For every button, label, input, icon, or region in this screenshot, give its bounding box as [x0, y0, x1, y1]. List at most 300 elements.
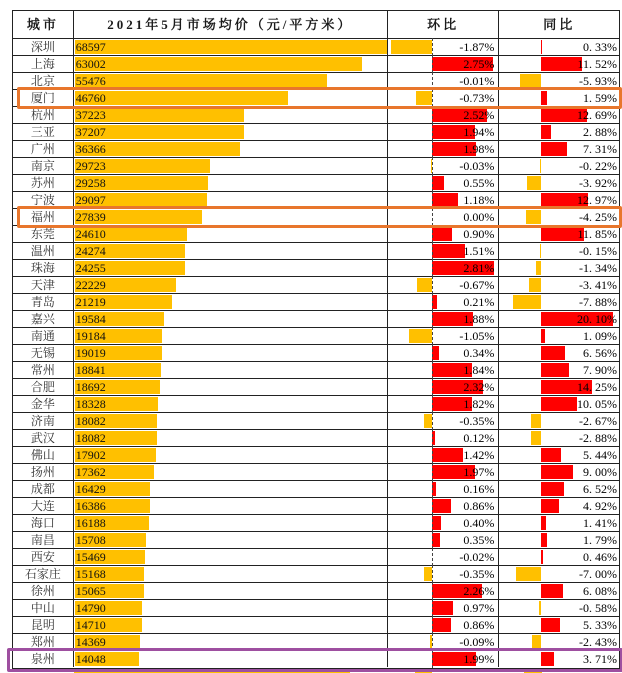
price-cell: [74, 90, 388, 106]
table-row: [13, 447, 619, 464]
mom-label: 1.94%: [463, 125, 495, 139]
mom-cell: [388, 90, 500, 106]
yoy-bar: [541, 363, 569, 377]
yoy-label: -0. 58%: [579, 601, 618, 615]
yoy-cell: [499, 107, 619, 123]
mom-bar: [432, 176, 444, 190]
price-label: 18692: [75, 380, 106, 394]
mom-bar: [432, 601, 453, 615]
city-label: 温州: [13, 243, 74, 259]
table-row: [13, 192, 619, 209]
mom-bar: [432, 533, 440, 547]
city-label: 东莞: [13, 226, 74, 242]
yoy-label: -2. 67%: [579, 414, 618, 428]
city-label: 佛山: [13, 447, 74, 463]
mom-bar: [432, 295, 437, 309]
yoy-label: -0. 22%: [579, 159, 618, 173]
yoy-cell: [499, 158, 619, 174]
yoy-label: -0. 15%: [579, 244, 618, 258]
mom-cell: [388, 617, 500, 633]
price-bar: [75, 74, 327, 88]
table-row: [13, 158, 619, 175]
mom-bar: [409, 329, 432, 343]
yoy-label: -1. 34%: [579, 261, 618, 275]
price-label: 18841: [75, 363, 106, 377]
city-label: 大连: [13, 498, 74, 514]
mom-bar: [432, 193, 458, 207]
yoy-bar: [541, 125, 551, 139]
mom-bar: [417, 278, 432, 292]
yoy-bar: [531, 431, 541, 445]
price-label: 21219: [75, 295, 106, 309]
yoy-cell: [499, 175, 619, 191]
city-label: 上海: [13, 56, 74, 72]
yoy-label: 5. 33%: [583, 618, 618, 632]
mom-bar: [424, 567, 432, 581]
mom-label: -0.73%: [459, 91, 495, 105]
yoy-label: 1. 59%: [583, 91, 618, 105]
mom-cell: [388, 549, 500, 565]
yoy-label: 1. 09%: [583, 329, 618, 343]
price-cell: [74, 124, 388, 140]
table-row: [13, 73, 619, 90]
mom-label: 0.97%: [463, 601, 495, 615]
yoy-label: -4. 25%: [579, 210, 618, 224]
yoy-cell: [499, 651, 619, 667]
price-label: 14048: [75, 652, 106, 666]
table-row: [13, 566, 619, 583]
price-cell: [74, 379, 388, 395]
table-row: [13, 90, 619, 107]
mom-cell: [388, 56, 500, 72]
yoy-cell: [499, 634, 619, 650]
yoy-bar: [541, 465, 573, 479]
mom-label: 0.55%: [463, 176, 495, 190]
mom-cell: [388, 447, 500, 463]
yoy-cell: [499, 192, 619, 208]
city-label: 福州: [13, 209, 74, 225]
yoy-cell: [499, 124, 619, 140]
mom-bar: [432, 431, 435, 445]
mom-cell: [388, 379, 500, 395]
yoy-cell: [499, 260, 619, 276]
mom-label: -0.02%: [459, 550, 495, 564]
price-cell: [74, 175, 388, 191]
header-price: 2021年5月市场均价（元/平方米）: [74, 11, 388, 38]
yoy-label: 12. 97%: [577, 193, 618, 207]
city-label: 昆明: [13, 617, 74, 633]
mom-cell: [388, 39, 500, 55]
yoy-label: 14. 25%: [577, 380, 618, 394]
table-row: [13, 243, 619, 260]
mom-label: -0.03%: [459, 159, 495, 173]
price-cell: [74, 396, 388, 412]
mom-cell: [388, 532, 500, 548]
price-cell: [74, 549, 388, 565]
mom-cell: [388, 600, 500, 616]
mom-cell: [388, 294, 500, 310]
mom-bar: [432, 448, 463, 462]
price-cell: [74, 345, 388, 361]
yoy-bar: [541, 346, 565, 360]
price-cell: [74, 600, 388, 616]
yoy-label: 0. 33%: [583, 40, 618, 54]
price-label: 37207: [75, 125, 106, 139]
price-label: 19184: [75, 329, 106, 343]
price-cell: [74, 209, 388, 225]
price-label: 16429: [75, 482, 106, 496]
yoy-cell: [499, 498, 619, 514]
table-row: [13, 39, 619, 56]
table-row: [13, 651, 619, 668]
mom-label: 0.90%: [463, 227, 495, 241]
mom-cell: [388, 141, 500, 157]
price-label: 15469: [75, 550, 106, 564]
price-cell: [74, 634, 388, 650]
city-label: 苏州: [13, 175, 74, 191]
mom-label: 0.16%: [463, 482, 495, 496]
yoy-cell: [499, 56, 619, 72]
yoy-label: 11. 85%: [577, 227, 618, 241]
yoy-cell: [499, 600, 619, 616]
yoy-cell: [499, 294, 619, 310]
mom-bar: [432, 227, 452, 241]
table-row: [13, 600, 619, 617]
price-cell: [74, 56, 388, 72]
mom-cell: [388, 566, 500, 582]
mom-cell: [388, 73, 500, 89]
yoy-cell: [499, 277, 619, 293]
price-cell: [74, 192, 388, 208]
price-cell: [74, 447, 388, 463]
yoy-bar: [531, 414, 541, 428]
price-cell: [74, 362, 388, 378]
mom-label: 0.34%: [463, 346, 495, 360]
price-label: 46760: [75, 91, 106, 105]
city-label: 嘉兴: [13, 311, 74, 327]
mom-cell: [388, 243, 500, 259]
price-label: 16188: [75, 516, 106, 530]
yoy-label: 6. 08%: [583, 584, 618, 598]
mom-bar: [416, 91, 432, 105]
yoy-bar: [539, 601, 541, 615]
table-row: [13, 583, 619, 600]
mom-label: 0.86%: [463, 618, 495, 632]
mom-label: -0.35%: [459, 414, 495, 428]
mom-bar: [391, 40, 432, 54]
price-label: 29258: [75, 176, 106, 190]
mom-cell: [388, 634, 500, 650]
yoy-label: 7. 31%: [583, 142, 618, 156]
yoy-bar: [541, 516, 546, 530]
yoy-label: 7. 90%: [583, 363, 618, 377]
price-label: 14790: [75, 601, 106, 615]
price-cell: [74, 413, 388, 429]
price-table: [12, 10, 620, 669]
price-label: 15168: [75, 567, 106, 581]
yoy-label: 20. 10%: [577, 312, 618, 326]
city-label: 武汉: [13, 430, 74, 446]
price-label: 24610: [75, 227, 106, 241]
city-label: 成都: [13, 481, 74, 497]
mom-cell: [388, 158, 500, 174]
table-body: [13, 39, 619, 668]
price-label: 63002: [75, 57, 106, 71]
yoy-cell: [499, 209, 619, 225]
yoy-bar: [520, 74, 541, 88]
yoy-label: 6. 52%: [583, 482, 618, 496]
yoy-bar: [541, 91, 547, 105]
mom-label: 1.51%: [463, 244, 495, 258]
table-row: [13, 464, 619, 481]
yoy-cell: [499, 413, 619, 429]
yoy-cell: [499, 362, 619, 378]
mom-bar: [432, 482, 436, 496]
mom-bar: [432, 618, 451, 632]
yoy-cell: [499, 90, 619, 106]
mom-label: 2.32%: [463, 380, 495, 394]
price-cell: [74, 566, 388, 582]
mom-label: 2.81%: [463, 261, 495, 275]
yoy-bar: [541, 618, 560, 632]
city-label: 合肥: [13, 379, 74, 395]
city-label: 泉州: [13, 651, 74, 667]
city-label: 南通: [13, 328, 74, 344]
mom-label: 0.21%: [463, 295, 495, 309]
yoy-cell: [499, 583, 619, 599]
price-label: 18082: [75, 414, 106, 428]
yoy-label: 12. 69%: [577, 108, 618, 122]
mom-label: 1.18%: [463, 193, 495, 207]
price-cell: [74, 141, 388, 157]
yoy-label: 2. 88%: [583, 125, 618, 139]
yoy-cell: [499, 481, 619, 497]
yoy-cell: [499, 566, 619, 582]
mom-cell: [388, 175, 500, 191]
city-label: 中山: [13, 600, 74, 616]
price-label: 24274: [75, 244, 106, 258]
mom-label: 1.82%: [463, 397, 495, 411]
price-cell: [74, 583, 388, 599]
mom-label: -0.35%: [459, 567, 495, 581]
price-cell: [74, 464, 388, 480]
yoy-label: 1. 79%: [583, 533, 618, 547]
yoy-bar: [541, 584, 563, 598]
price-cell: [74, 430, 388, 446]
price-cell: [74, 260, 388, 276]
price-cell: [74, 481, 388, 497]
yoy-bar: [541, 57, 582, 71]
price-cell: [74, 294, 388, 310]
yoy-cell: [499, 73, 619, 89]
price-label: 55476: [75, 74, 106, 88]
price-label: 29097: [75, 193, 106, 207]
header-mom: 环比: [388, 11, 500, 38]
yoy-bar: [541, 40, 542, 54]
mom-cell: [388, 260, 500, 276]
yoy-label: -3. 41%: [579, 278, 618, 292]
price-cell: [74, 73, 388, 89]
yoy-bar: [532, 635, 541, 649]
table-row: [13, 617, 619, 634]
city-label: 金华: [13, 396, 74, 412]
mom-bar: [424, 414, 432, 428]
yoy-label: 9. 00%: [583, 465, 618, 479]
price-bar: [75, 40, 387, 54]
city-label: 石家庄: [13, 566, 74, 582]
mom-label: 1.42%: [463, 448, 495, 462]
city-label: 徐州: [13, 583, 74, 599]
yoy-label: -7. 00%: [579, 567, 618, 581]
yoy-bar: [540, 244, 541, 258]
yoy-label: 3. 71%: [583, 652, 618, 666]
mom-label: 0.12%: [463, 431, 495, 445]
yoy-label: -3. 92%: [579, 176, 618, 190]
yoy-cell: [499, 532, 619, 548]
mom-cell: [388, 464, 500, 480]
yoy-cell: [499, 311, 619, 327]
city-label: 杭州: [13, 107, 74, 123]
table-row: [13, 634, 619, 651]
table-row: [13, 379, 619, 396]
price-label: 18082: [75, 431, 106, 445]
city-label: 深圳: [13, 39, 74, 55]
header-yoy: 同比: [543, 17, 576, 32]
yoy-cell: [499, 328, 619, 344]
city-label: 扬州: [13, 464, 74, 480]
mom-cell: [388, 328, 500, 344]
city-label: 南昌: [13, 532, 74, 548]
header-city: 城市: [13, 11, 74, 38]
yoy-bar: [529, 278, 541, 292]
mom-cell: [388, 651, 500, 667]
mom-label: -1.87%: [459, 40, 495, 54]
yoy-cell: [499, 243, 619, 259]
mom-label: -0.09%: [459, 635, 495, 649]
mom-label: 0.86%: [463, 499, 495, 513]
table-row: [13, 107, 619, 124]
table-row: [13, 294, 619, 311]
mom-cell: [388, 430, 500, 446]
yoy-bar: [541, 499, 559, 513]
price-label: 17362: [75, 465, 106, 479]
table-row: [13, 362, 619, 379]
table-row: [13, 209, 619, 226]
yoy-cell: [499, 549, 619, 565]
price-cell: [74, 328, 388, 344]
yoy-cell: [499, 226, 619, 242]
mom-label: -0.67%: [459, 278, 495, 292]
price-label: 17902: [75, 448, 106, 462]
table-row: [13, 277, 619, 294]
price-label: 15065: [75, 584, 106, 598]
city-label: 海口: [13, 515, 74, 531]
table-row: [13, 141, 619, 158]
price-cell: [74, 226, 388, 242]
price-label: 14710: [75, 618, 106, 632]
mom-label: -1.05%: [459, 329, 495, 343]
mom-label: 1.88%: [463, 312, 495, 326]
mom-cell: [388, 209, 500, 225]
price-label: 18328: [75, 397, 106, 411]
city-label: 青岛: [13, 294, 74, 310]
mom-bar: [432, 346, 439, 360]
price-label: 14369: [75, 635, 106, 649]
mom-label: 1.98%: [463, 142, 495, 156]
price-cell: [74, 107, 388, 123]
mom-cell: [388, 226, 500, 242]
mom-cell: [388, 583, 500, 599]
table-row: [13, 413, 619, 430]
city-label: 厦门: [13, 90, 74, 106]
yoy-label: -5. 93%: [579, 74, 618, 88]
city-label: 珠海: [13, 260, 74, 276]
price-cell: [74, 498, 388, 514]
price-cell: [74, 243, 388, 259]
table-row: [13, 515, 619, 532]
yoy-cell: [499, 379, 619, 395]
table-row: [13, 226, 619, 243]
mom-cell: [388, 481, 500, 497]
city-label: 宁波: [13, 192, 74, 208]
table-row: [13, 345, 619, 362]
table-row: [13, 396, 619, 413]
yoy-cell: [499, 430, 619, 446]
price-label: 16386: [75, 499, 106, 513]
yoy-bar: [516, 567, 541, 581]
price-label: 29723: [75, 159, 106, 173]
yoy-label: -7. 88%: [579, 295, 618, 309]
mom-label: 0.40%: [463, 516, 495, 530]
yoy-cell: [499, 515, 619, 531]
yoy-cell: [499, 464, 619, 480]
mom-bar: [432, 244, 465, 258]
mom-cell: [388, 192, 500, 208]
yoy-label: 0. 46%: [583, 550, 618, 564]
city-label: 三亚: [13, 124, 74, 140]
price-label: 19019: [75, 346, 106, 360]
mom-label: 2.26%: [463, 584, 495, 598]
price-cell: [74, 311, 388, 327]
yoy-label: -2. 88%: [579, 431, 618, 445]
price-label: 36366: [75, 142, 106, 156]
city-label: 天津: [13, 277, 74, 293]
table-row: [13, 532, 619, 549]
yoy-cell: [499, 141, 619, 157]
yoy-bar: [526, 210, 541, 224]
yoy-cell: [499, 447, 619, 463]
mom-label: -0.01%: [459, 74, 495, 88]
table-header-row: [13, 11, 619, 39]
mom-cell: [388, 277, 500, 293]
price-bar: [75, 57, 362, 71]
yoy-bar: [513, 295, 541, 309]
city-label: 无锡: [13, 345, 74, 361]
yoy-cell: [499, 39, 619, 55]
table-row: [13, 260, 619, 277]
mom-label: 0.35%: [463, 533, 495, 547]
mom-cell: [388, 362, 500, 378]
mom-cell: [388, 345, 500, 361]
mom-cell: [388, 107, 500, 123]
mom-cell: [388, 413, 500, 429]
yoy-bar: [541, 142, 567, 156]
mom-label: 2.75%: [463, 57, 495, 71]
price-cell: [74, 158, 388, 174]
mom-label: 2.52%: [463, 108, 495, 122]
city-label: 郑州: [13, 634, 74, 650]
yoy-bar: [541, 482, 564, 496]
